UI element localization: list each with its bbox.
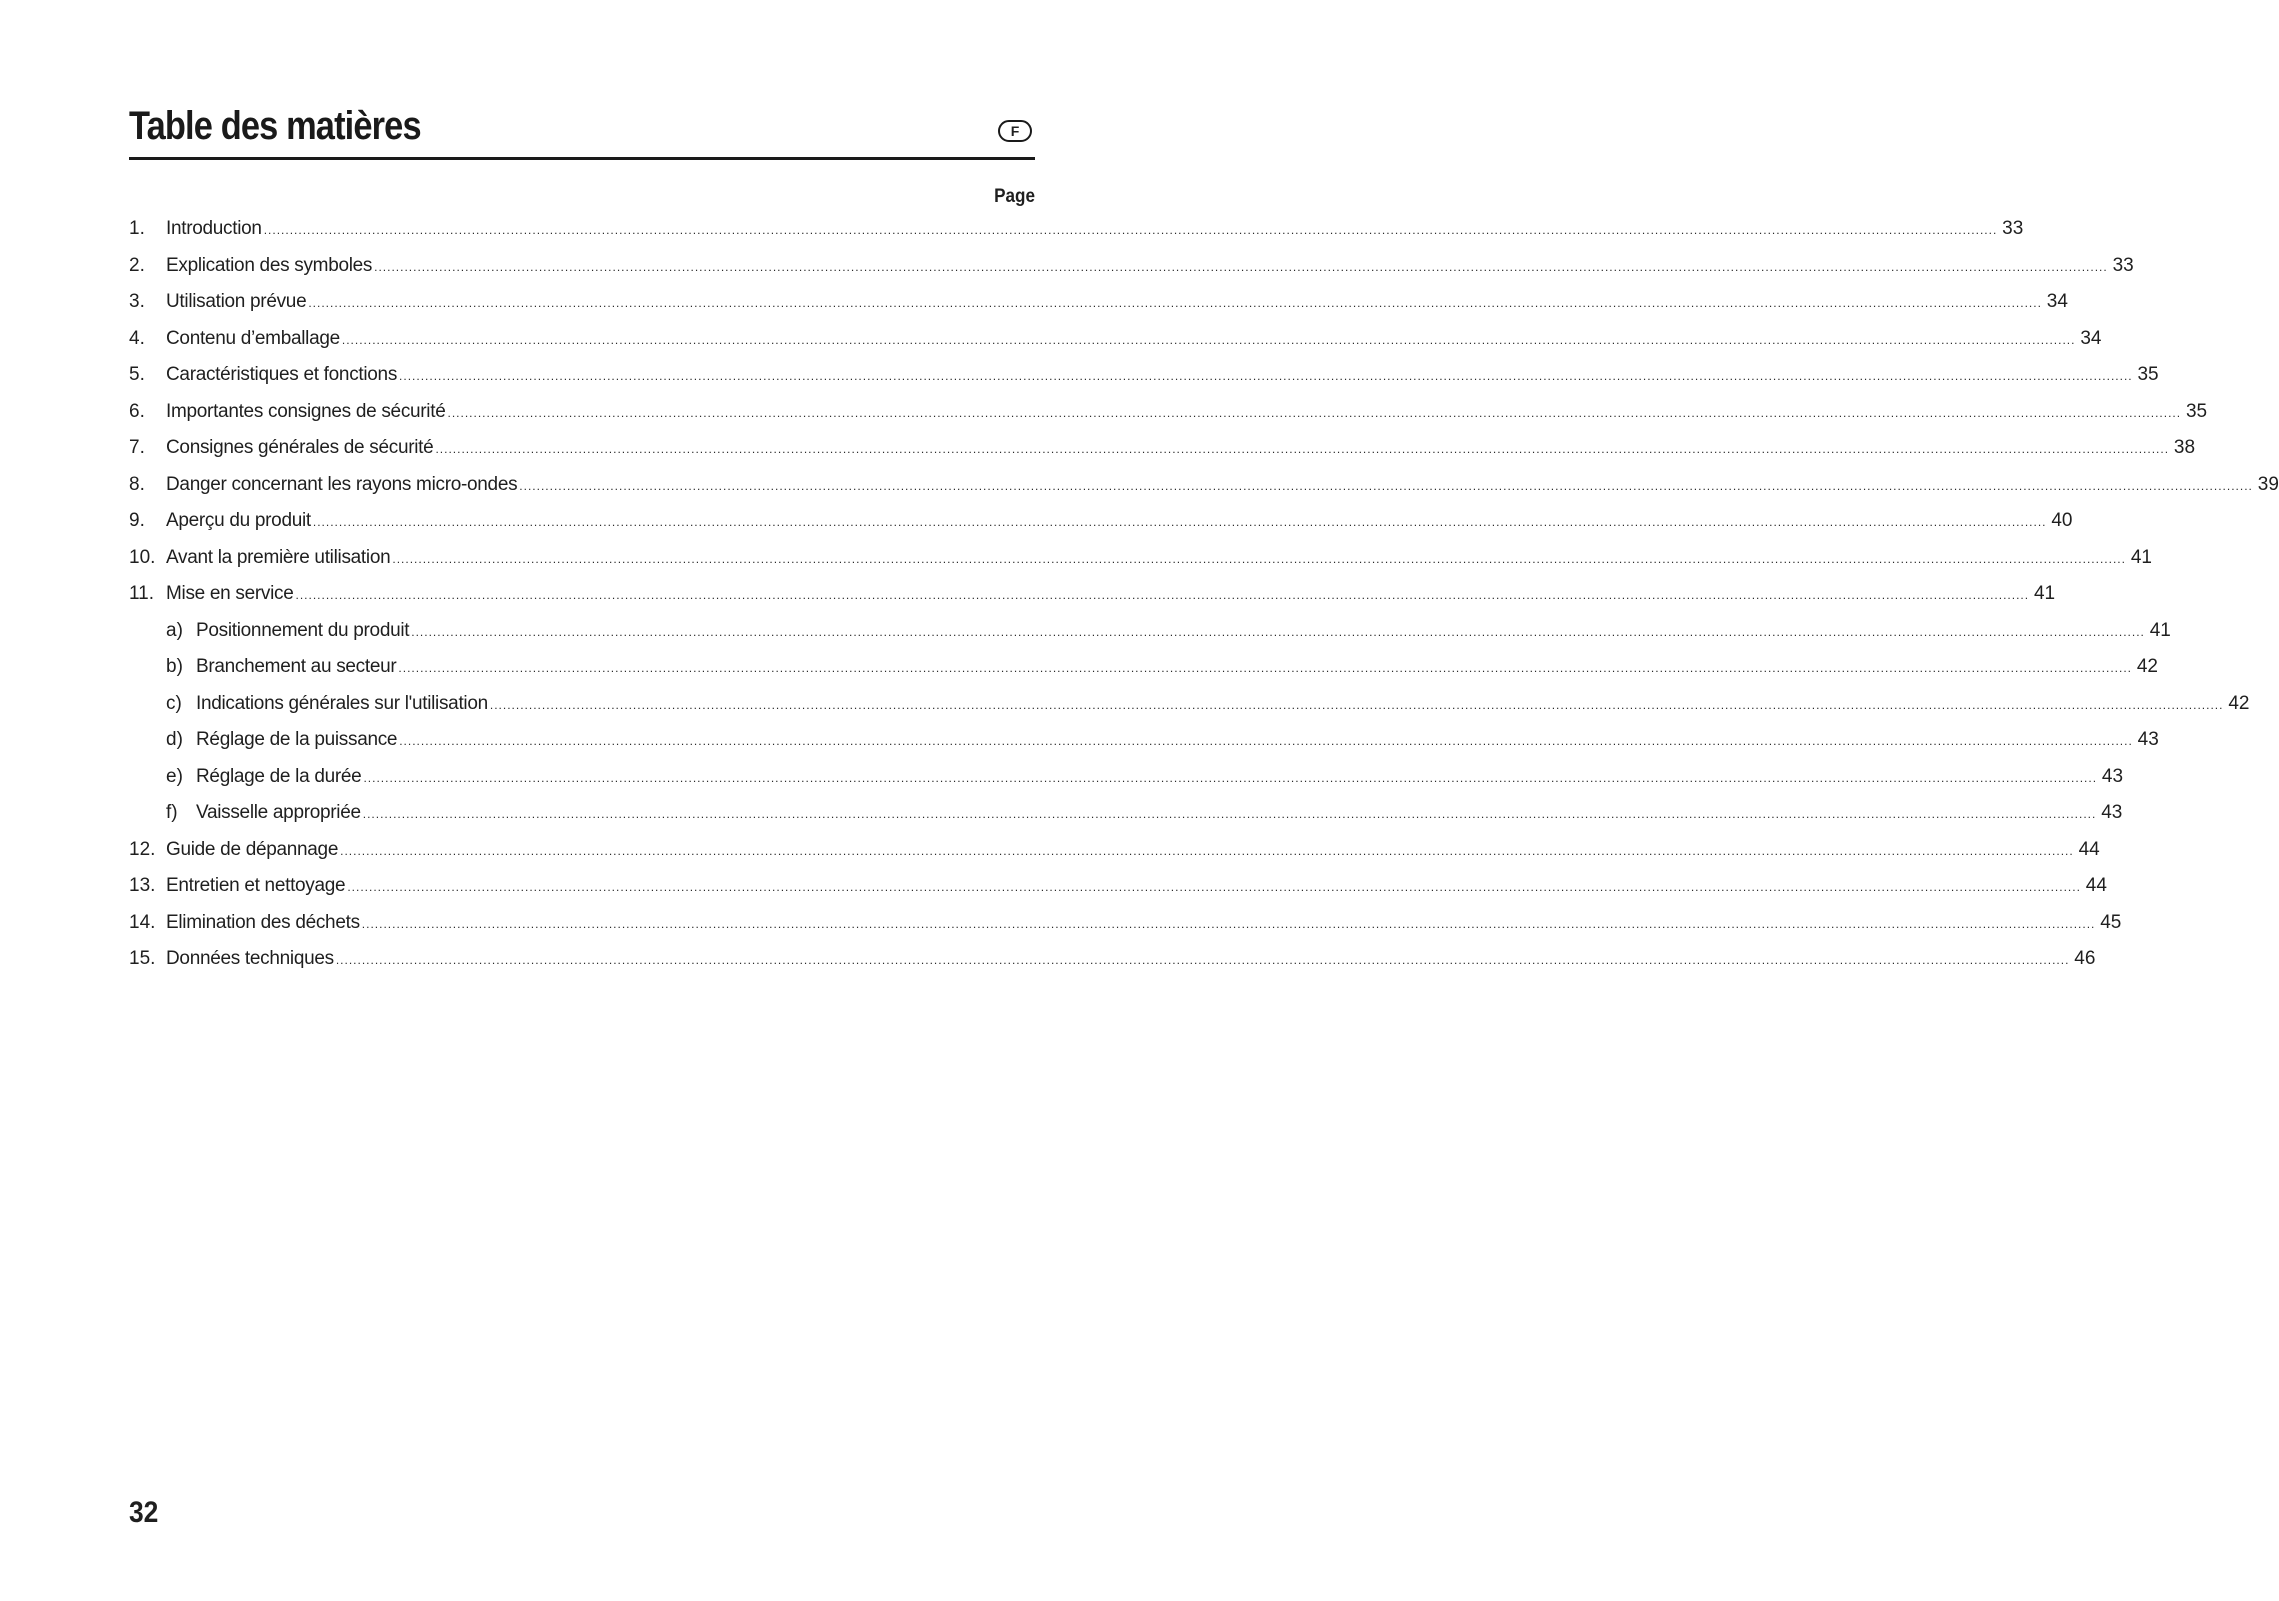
toc-entry-page: 42 xyxy=(2228,692,2250,714)
toc-entry-number: f) xyxy=(166,802,178,823)
toc-entry-label: Elimination des déchets xyxy=(166,911,360,933)
toc-entry-page: 33 xyxy=(2112,254,2134,276)
toc-entry-label: Avant la première utilisation xyxy=(166,546,391,568)
toc-subentry[interactable] xyxy=(129,617,2171,645)
dot-leader: ................................................................................................................................................................................................................................................................................................................................................................................................................ xyxy=(308,296,2042,310)
toc-entry-page: 42 xyxy=(2136,656,2158,677)
toc-entry-number: b) xyxy=(166,656,183,677)
toc-entry[interactable] xyxy=(129,434,2196,462)
toc-entry-label: Utilisation prévue xyxy=(166,291,307,312)
toc-entry-number: 5. xyxy=(129,364,145,385)
toc-entry-number: 2. xyxy=(129,254,145,276)
toc-entry-label: Importantes consignes de sécurité xyxy=(166,400,446,422)
toc-entry-label: Guide de dépannage xyxy=(166,838,339,860)
toc-entry[interactable] xyxy=(129,325,2102,353)
dot-leader: ................................................................................................................................................................................................................................................................................................................................................................................................................ xyxy=(295,588,2030,602)
dot-leader: ................................................................................................................................................................................................................................................................................................................................................................................................................ xyxy=(398,661,2132,675)
toc-entry-number: 1. xyxy=(129,218,145,239)
dot-leader: ................................................................................................................................................................................................................................................................................................................................................................................................................ xyxy=(399,734,2133,748)
toc-entry-number: 7. xyxy=(129,437,145,458)
toc-entry-page: 39 xyxy=(2257,473,2279,495)
page-title: Table des matières xyxy=(129,104,421,148)
dot-leader: ................................................................................................................................................................................................................................................................................................................................................................................................................ xyxy=(341,332,2076,347)
toc-entry-label: Positionnement du produit xyxy=(196,619,410,641)
toc-entry[interactable] xyxy=(129,909,2122,937)
toc-entry-label: Aperçu du produit xyxy=(166,510,311,531)
toc-entry-label: Vaisselle appropriée xyxy=(196,802,361,823)
toc-entry[interactable] xyxy=(129,580,2056,608)
toc-subentry[interactable] xyxy=(129,799,2123,827)
toc-entry[interactable] xyxy=(129,507,2073,535)
toc-entry-label: Consignes générales de sécurité xyxy=(166,437,434,458)
dot-leader: ................................................................................................................................................................................................................................................................................................................................................................................................................ xyxy=(489,697,2224,712)
dot-leader: ................................................................................................................................................................................................................................................................................................................................................................................................................ xyxy=(347,880,2081,894)
toc-entry-page: 35 xyxy=(2185,400,2208,422)
toc-entry[interactable] xyxy=(129,252,2134,280)
toc-entry[interactable] xyxy=(129,361,2159,389)
toc-entry-page: 44 xyxy=(2085,875,2107,896)
toc-entry[interactable] xyxy=(129,471,2279,499)
toc-entry-label: Entretien et nettoyage xyxy=(166,875,346,896)
dot-leader: ................................................................................................................................................................................................................................................................................................................................................................................................................ xyxy=(335,953,2070,967)
toc-entry-number: 13. xyxy=(129,875,156,896)
toc-entry-number: 6. xyxy=(129,400,145,422)
toc-entry-page: 43 xyxy=(2101,802,2123,823)
toc-entry-page: 33 xyxy=(2002,218,2024,239)
toc-entry-number: e) xyxy=(166,765,183,787)
dot-leader: ................................................................................................................................................................................................................................................................................................................................................................................................................ xyxy=(340,843,2074,858)
dot-leader: ................................................................................................................................................................................................................................................................................................................................................................................................................ xyxy=(361,916,2096,931)
dot-leader: ................................................................................................................................................................................................................................................................................................................................................................................................................ xyxy=(519,478,2253,493)
toc-entry-page: 45 xyxy=(2100,911,2122,933)
toc-entry[interactable] xyxy=(129,872,2107,900)
toc-entry-number: 9. xyxy=(129,510,145,531)
dot-leader: ................................................................................................................................................................................................................................................................................................................................................................................................................ xyxy=(312,515,2047,529)
dot-leader: ................................................................................................................................................................................................................................................................................................................................................................................................................ xyxy=(411,624,2145,639)
toc-entry-label: Réglage de la durée xyxy=(196,765,362,787)
toc-entry-label: Introduction xyxy=(166,218,262,239)
language-badge: F xyxy=(998,120,1032,142)
toc-entry-number: 10. xyxy=(129,546,156,568)
dot-leader: ................................................................................................................................................................................................................................................................................................................................................................................................................ xyxy=(392,551,2126,566)
dot-leader: ................................................................................................................................................................................................................................................................................................................................................................................................................ xyxy=(363,770,2098,785)
dot-leader: ................................................................................................................................................................................................................................................................................................................................................................................................................ xyxy=(362,807,2097,821)
toc-entry-number: c) xyxy=(166,692,182,714)
toc-entry-number: 11. xyxy=(129,583,155,604)
toc-entry-page: 40 xyxy=(2051,510,2073,531)
toc-entry-number: d) xyxy=(166,729,183,750)
toc-entry-label: Contenu d’emballage xyxy=(166,327,340,349)
toc-entry-page: 43 xyxy=(2137,729,2159,750)
toc-entry-page: 34 xyxy=(2080,327,2102,349)
toc-entry-page: 35 xyxy=(2137,364,2159,385)
toc-entry[interactable] xyxy=(129,398,2208,426)
toc-entry-number: a) xyxy=(166,619,183,641)
toc-entry-label: Explication des symboles xyxy=(166,254,373,276)
title-divider xyxy=(129,157,1035,160)
toc-entry-page: 34 xyxy=(2046,291,2068,312)
footer-page-number: 32 xyxy=(129,1496,159,1529)
toc-subentry[interactable] xyxy=(129,690,2250,718)
toc-entry[interactable] xyxy=(129,544,2152,572)
page-column-header: Page xyxy=(994,186,1035,207)
toc-entry-page: 41 xyxy=(2033,583,2056,604)
toc-entry-page: 46 xyxy=(2074,948,2096,969)
toc-entry-label: Indications générales sur l'utilisation xyxy=(196,692,488,714)
toc-entry-number: 4. xyxy=(129,327,145,349)
toc-entry-page: 44 xyxy=(2078,838,2100,860)
toc-entry[interactable] xyxy=(129,215,2024,243)
toc-entry-page: 41 xyxy=(2130,546,2152,568)
toc-subentry[interactable] xyxy=(129,653,2158,681)
toc-subentry[interactable] xyxy=(129,763,2124,791)
toc-entry-number: 8. xyxy=(129,473,145,495)
dot-leader: ................................................................................................................................................................................................................................................................................................................................................................................................................ xyxy=(435,442,2170,456)
toc-entry-label: Danger concernant les rayons micro-ondes xyxy=(166,473,518,495)
toc-entry-label: Réglage de la puissance xyxy=(196,729,398,750)
toc-entry-label: Mise en service xyxy=(166,583,294,604)
toc-entry-number: 14. xyxy=(129,911,156,933)
toc-subentry[interactable] xyxy=(129,726,2159,754)
toc-entry[interactable] xyxy=(129,945,2096,973)
toc-entry-number: 12. xyxy=(129,838,156,860)
toc-entry-page: 41 xyxy=(2149,619,2171,641)
dot-leader: ................................................................................................................................................................................................................................................................................................................................................................................................................ xyxy=(399,369,2133,383)
toc-entry-label: Données techniques xyxy=(166,948,334,969)
toc-entry-label: Branchement au secteur xyxy=(196,656,397,677)
toc-entry-label: Caractéristiques et fonctions xyxy=(166,364,398,385)
toc-entry-page: 43 xyxy=(2101,765,2124,787)
dot-leader: ................................................................................................................................................................................................................................................................................................................................................................................................................ xyxy=(374,259,2108,274)
toc-entry-page: 38 xyxy=(2173,437,2196,458)
toc-entry-number: 3. xyxy=(129,291,145,312)
toc-entry[interactable] xyxy=(129,836,2100,864)
toc-entry[interactable] xyxy=(129,288,2068,316)
dot-leader: ................................................................................................................................................................................................................................................................................................................................................................................................................ xyxy=(447,405,2182,420)
toc-entry-number: 15. xyxy=(129,948,156,969)
dot-leader: ................................................................................................................................................................................................................................................................................................................................................................................................................ xyxy=(263,223,1998,237)
